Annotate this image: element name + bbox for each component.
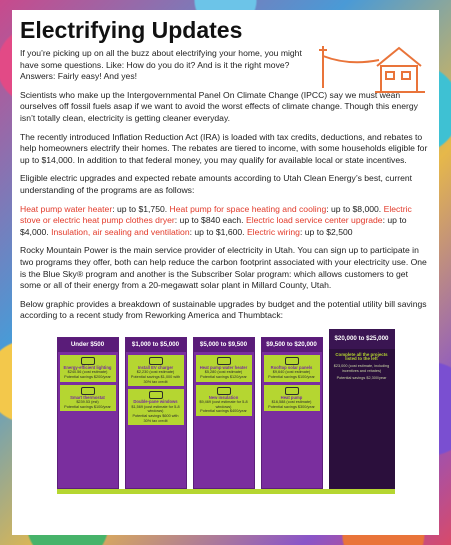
window-icon — [149, 391, 163, 399]
upgrade-title: Heat pump — [280, 394, 303, 400]
upgrade-tile — [60, 385, 116, 412]
eligible-paragraph: Eligible electric upgrades and expected rebate amounts according to Utah Clean Energy’s best, current understanding of the programs are as follows: — [20, 173, 413, 195]
article-card — [12, 10, 439, 535]
budget-column — [125, 337, 187, 489]
upgrade-title: Smart thermostat — [70, 394, 105, 400]
upgrade-cost: $9,469 (cost estimate for 5-8 windows) — [199, 400, 248, 409]
upgrade-savings: Potential savings $200/year — [64, 375, 111, 380]
upgrade-cost: $16,588 (cost estimate) — [271, 400, 312, 405]
insulation-icon — [217, 387, 231, 395]
budget-column — [193, 337, 255, 489]
upgrade-savings: Potential savings $2,300/year — [336, 376, 387, 381]
upgrade-cost: $239.53 (est) — [76, 400, 99, 405]
rebate-label: Electric wiring — [246, 226, 300, 237]
upgrade-cost: $240.56 (cost estimate) — [67, 370, 108, 375]
thermostat-icon — [81, 387, 95, 395]
upgrade-title: Install EV charger — [137, 364, 174, 370]
upgrade-cost: $23,000 (cost estimate, including incentives and rebates) — [333, 364, 390, 373]
budget-column — [57, 337, 119, 489]
rebate-amount: : up to $1,600. — [189, 226, 247, 237]
upgrade-savings: Potential savings $300/year — [268, 404, 315, 409]
water-heater-icon — [217, 357, 231, 365]
column-header: $5,000 to $9,500 — [194, 338, 254, 352]
upgrade-tile — [60, 355, 116, 382]
heat-pump-icon — [285, 387, 299, 395]
upgrade-cost: $1,569 (cost estimate for 5-8 windows) — [131, 404, 180, 414]
rebate-label: Electric load service center upgrade — [245, 215, 383, 226]
lightbulb-icon — [81, 357, 95, 365]
ira-paragraph: The recently introduced Inflation Reduction Act (IRA) is loaded with tax credits, deductions, and rebates to help homeowners electrify their homes. The rebates are tiered to income, with some households eligible for up to $14,000. In addition to that federal money, you may qualify for available local or state incentives. — [20, 131, 428, 165]
page-title: Electrifying Updates — [20, 17, 243, 43]
column-header: $20,000 to $25,000 — [329, 329, 395, 349]
column-header: $9,500 to $20,000 — [262, 338, 322, 352]
ev-charger-icon — [149, 357, 163, 365]
rebate-label: Insulation, air sealing and ventilation — [51, 226, 190, 237]
house-electric-icon — [319, 36, 429, 96]
intro-paragraph: If you’re picking up on all the buzz about electrifying your home, you might have some questions. Like: How do you do it? And is it the right move? Answers: Fairly easy! And yes! — [20, 48, 302, 82]
upgrade-savings: Potential savings $600 with 30% tax credit — [132, 414, 179, 423]
upgrade-tile — [128, 389, 184, 425]
rebate-list — [20, 204, 431, 239]
upgrades-infographic — [57, 329, 395, 504]
rebate-label: Heat pump water heater — [20, 203, 113, 214]
infographic-baseline — [57, 489, 395, 494]
upgrade-cost: $9,640 (cost estimate) — [272, 370, 311, 375]
upgrade-tile — [264, 355, 320, 382]
upgrade-title: Rooftop solar panels — [270, 364, 313, 370]
upgrade-title: New insulation — [208, 394, 239, 400]
upgrade-tile — [196, 385, 252, 416]
upgrade-title: Energy-efficient lighting — [63, 364, 112, 370]
upgrade-tile — [128, 355, 184, 386]
rebate-amount: : up to $2,500 — [299, 226, 353, 237]
column-header: $1,000 to $5,000 — [126, 338, 186, 352]
upgrade-savings: Potential savings $1,000 with 30% tax credit — [130, 375, 181, 384]
upgrade-tile — [264, 385, 320, 412]
budget-column — [261, 337, 323, 489]
ipcc-paragraph: Scientists who make up the Intergovernmental Panel On Climate Change (IPCC) say we must wean ourselves off fossil fuels asap if we want to avoid the worst effects of climate change. Though this energy isn’t totally clean, electricity is getting cleaner everyday. — [20, 89, 418, 123]
rebate-label: Electric stove or electric heat pump clothes dryer — [20, 203, 412, 226]
upgrade-savings: Potential savings $400/year — [200, 409, 247, 414]
upgrade-savings: Potential savings $100/year — [64, 404, 111, 409]
upgrade-cost: $2,230 (cost estimate) — [136, 370, 175, 375]
rebate-label: Heat pump for space heating and cooling — [169, 203, 327, 214]
rebate-amount: : up to $840 each. — [174, 215, 246, 226]
budget-column-top — [329, 329, 395, 489]
rebate-amount: : up to $4,000. — [20, 215, 407, 237]
upgrade-savings: Potential savings $100/year — [268, 375, 315, 380]
graphic-intro-paragraph: Below graphic provides a breakdown of sustainable upgrades by budget and the potential utility bill savings according to a recent study from Reworking America and Thumbtack: — [20, 298, 427, 321]
upgrade-savings: Potential savings $120/year — [200, 375, 247, 380]
column-header: Under $500 — [58, 338, 118, 352]
rmp-paragraph: Rocky Mountain Power is the main service provider of electricity in Utah. You can sign up to participate in two programs they offer, both can help reduce the carbon footprint associated with your electricity use. One is the Blue Sky® program and another is the Subscriber Solar program: which allows customers to get some or all of their energy from a 20-megawatt solar plant in Millard County, Utah. — [20, 245, 427, 291]
upgrade-cost: $5,280 (cost estimate) — [204, 370, 243, 375]
upgrade-title: Complete all the projects listed to the left — [335, 351, 388, 362]
rebate-amount: : up to $8,000. — [326, 203, 384, 214]
solar-panel-icon — [285, 357, 299, 365]
upgrade-title: Heat pump water heater — [199, 364, 248, 370]
upgrade-tile — [196, 355, 252, 382]
upgrade-title: Double-pane windows — [133, 399, 178, 405]
rebate-amount: : up to $1,750. — [112, 203, 170, 214]
